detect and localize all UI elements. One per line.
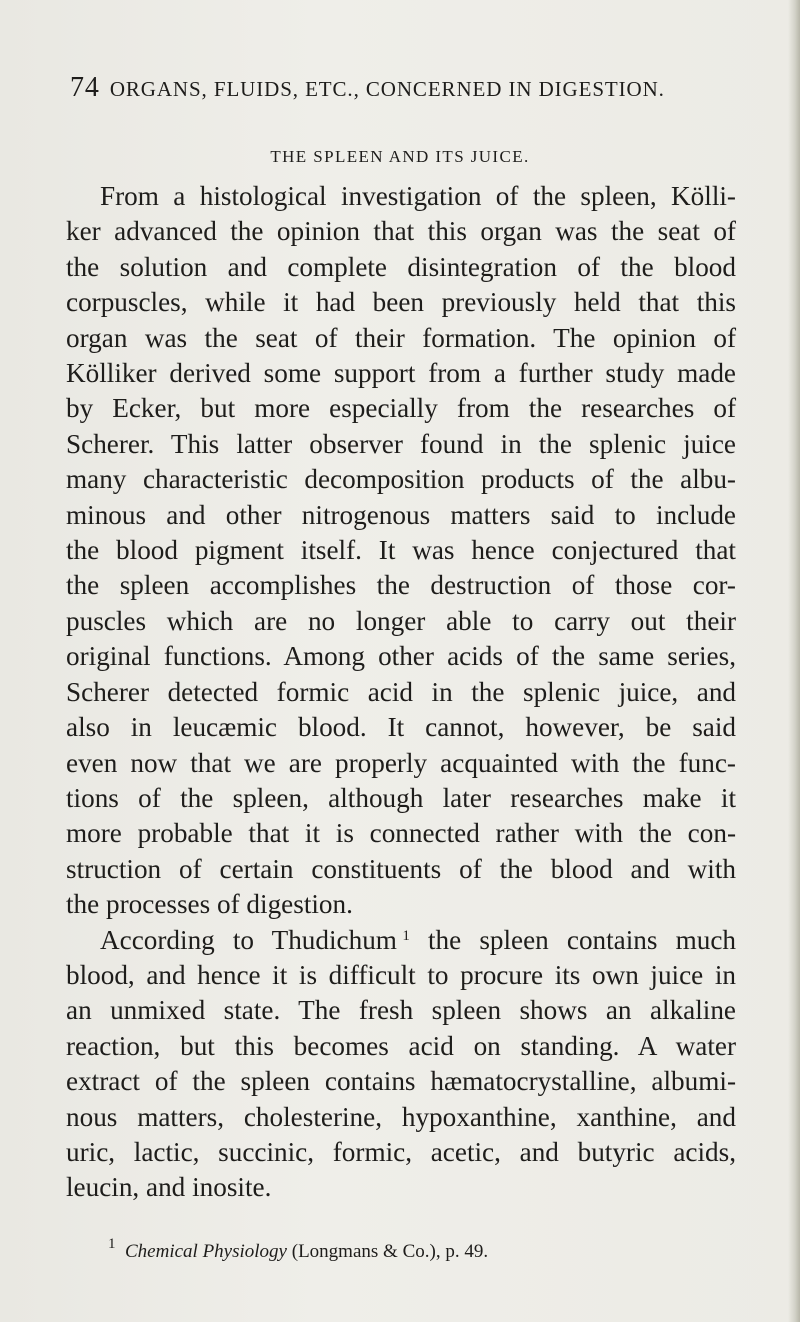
text-line: nous matters, cholesterine, hypoxanthine, xanthine, and — [66, 1101, 736, 1132]
text-line: original functions. Among other acids of the same series, — [66, 641, 736, 672]
running-head — [70, 72, 665, 104]
footnote-title: Chemical Physiology — [125, 1241, 287, 1262]
text-line: ker advanced the opinion that this organ was the seat of — [66, 216, 736, 247]
text-line: leucin, and inosite. — [66, 1172, 272, 1203]
text-line: Kölliker derived some support from a further study made — [66, 358, 736, 389]
text-line: also in leucæmic blood. It cannot, however, be said — [66, 712, 736, 743]
text-line: Scherer. This latter observer found in the splenic juice — [66, 428, 736, 459]
text-line: an unmixed state. The fresh spleen shows an alkaline — [66, 995, 736, 1026]
footnote-reference: 1 — [402, 927, 410, 944]
page-number: 74 — [70, 72, 100, 103]
page-edge-shadow — [788, 0, 800, 1322]
paragraph-1 — [66, 179, 736, 923]
paragraph-2 — [66, 923, 736, 1206]
text-line: the solution and complete disintegration of the blood — [66, 251, 736, 282]
text-line: puscles which are no longer able to carry out their — [66, 605, 736, 636]
text-line: minous and other nitrogenous matters said to include — [66, 499, 736, 530]
section-title: THE SPLEEN AND ITS JUICE. — [270, 147, 530, 166]
text-line: extract of the spleen contains hæmatocrystalline, albumi- — [66, 1066, 736, 1097]
text-line — [66, 923, 736, 958]
text-line: more probable that it is connected rather with the con- — [66, 818, 736, 849]
text-line: many characteristic decomposition products of the albu- — [66, 464, 736, 495]
text-line: blood, and hence it is difficult to procure its own juice in — [66, 959, 736, 990]
text-line: the blood pigment itself. It was hence conjectured that — [66, 535, 736, 566]
footnote — [108, 1236, 489, 1263]
footnote-marker: 1 — [108, 1236, 116, 1252]
running-head-text: ORGANS, FLUIDS, ETC., CONCERNED IN DIGESTION. — [109, 77, 665, 101]
text-line: From a histological investigation of the spleen, Kölli- — [100, 181, 736, 211]
text-fragment: According to Thudichum — [100, 924, 397, 955]
text-line: struction of certain constituents of the blood and with — [66, 853, 736, 884]
footnote-citation: (Longmans & Co.), p. 49. — [287, 1241, 489, 1262]
body-text — [66, 179, 736, 1206]
text-line: reaction, but this becomes acid on standing. A water — [66, 1030, 736, 1061]
text-line: corpuscles, while it had been previously held that this — [66, 287, 736, 318]
text-line: organ was the seat of their formation. The opinion of — [66, 322, 736, 353]
text-line: the spleen accomplishes the destruction of those cor- — [66, 570, 736, 601]
text-line: the processes of digestion. — [66, 889, 353, 920]
text-line: tions of the spleen, although later researches make it — [66, 782, 736, 813]
text-line: Scherer detected formic acid in the splenic juice, and — [66, 676, 736, 707]
text-line: by Ecker, but more especially from the researches of — [66, 393, 736, 424]
text-line: uric, lactic, succinic, formic, acetic, and butyric acids, — [66, 1136, 736, 1167]
text-fragment: the spleen contains much — [409, 924, 736, 955]
text-line: even now that we are properly acquainted with the func- — [66, 747, 736, 778]
